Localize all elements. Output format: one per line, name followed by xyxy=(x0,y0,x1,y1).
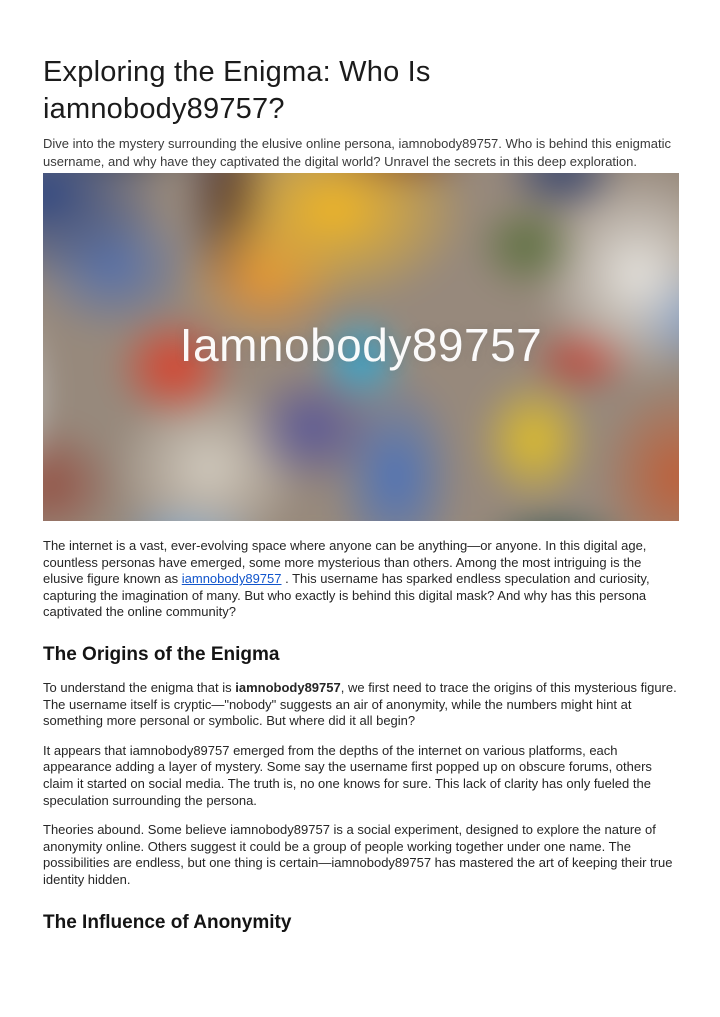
intro-paragraph-before-link: The internet is a vast, ever-evolving space where anyone can be anything—or anyone. In this digital age, countless personas have emerged, some more mysterious than others. Among the most intriguing is the elusive figure known as xyxy=(43,538,647,587)
username-link[interactable]: iamnobody89757 xyxy=(181,571,282,587)
origins-p1-bold-username: iamnobody89757 xyxy=(235,679,341,695)
hero-overlay-text: Iamnobody89757 xyxy=(179,318,543,371)
hero-image xyxy=(43,173,679,521)
origins-paragraph-3: Theories abound. Some believe iamnobody89757 is a social experiment, designed to explore the nature of anonymity online. Others suggest it could be a group of people working together under one name. The possibilities are endless, but one thing is certain—iamnobody89757 has mastered the art of keeping their true identity hidden. xyxy=(43,822,673,887)
origins-paragraph-2: It appears that iamnobody89757 emerged from the depths of the internet on various platforms, each appearance adding a layer of mystery. Some say the username first popped up on obscure forums, others claim it started on social media. The truth is, no one knows for sure. This lack of clarity has only fueled the speculation surrounding the persona. xyxy=(43,742,652,808)
section-heading-influence: The Influence of Anonymity xyxy=(43,911,292,933)
intro-paragraph xyxy=(43,538,679,621)
intro-paragraph-after-link: . This username has sparked endless speculation and curiosity, capturing the imagination of many. But who exactly is behind this digital mask? And why has this persona captivated the online community? xyxy=(43,571,650,620)
section-heading-origins: The Origins of the Enigma xyxy=(43,643,280,665)
article-body xyxy=(43,538,679,935)
origins-p1-before-bold: To understand the enigma that is xyxy=(43,679,236,695)
page-subtitle: Dive into the mystery surrounding the elusive online persona, iamnobody89757. Who is behind this enigmatic username, and why have they captivated the digital world? Unravel the secrets in this deep exploration. xyxy=(43,136,671,169)
origins-p1-after-bold: , we first need to trace the origins of this mysterious figure. The username itself is cryptic—"nobody" suggests an air of anonymity, while the numbers might hint at something more personal or symbolic. But where did it all begin? xyxy=(43,679,677,729)
origins-paragraph-1 xyxy=(43,680,679,730)
page-title: Exploring the Enigma: Who Is iamnobody89757? xyxy=(43,56,431,125)
